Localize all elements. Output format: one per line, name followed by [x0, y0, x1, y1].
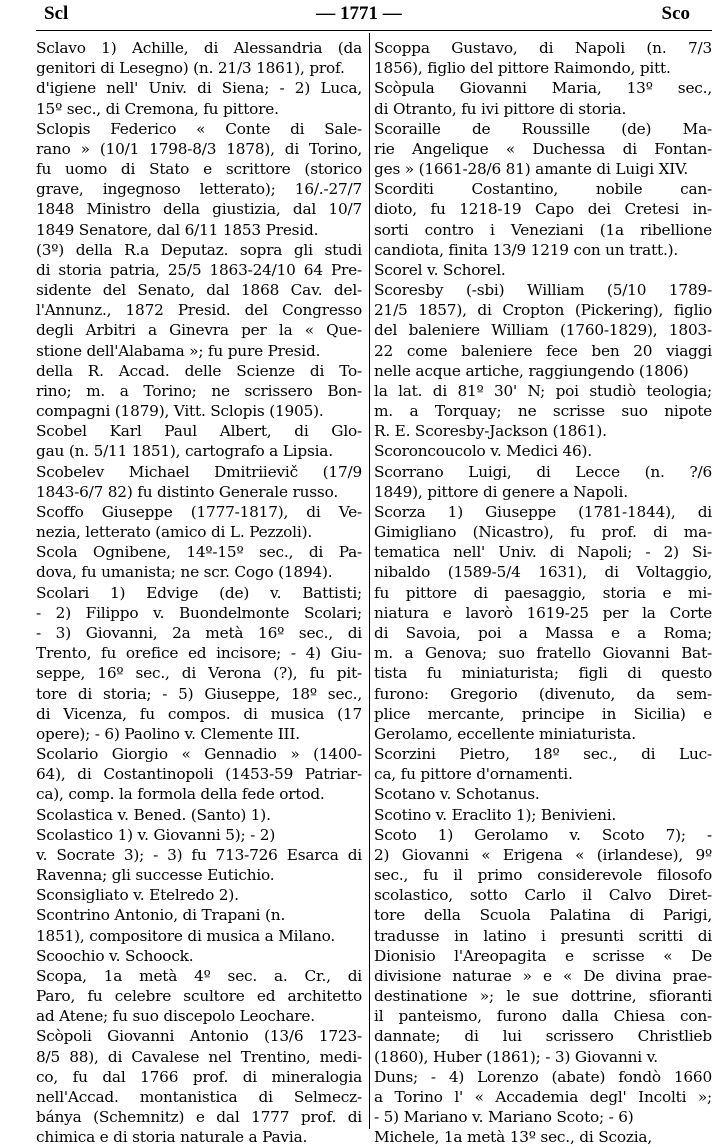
- text-line: Gerolamo, eccellente miniaturista.: [374, 724, 636, 743]
- page-header: [0, 0, 718, 28]
- text-line: a Torino l' « Accademia degl' Incolti »;: [374, 1087, 712, 1106]
- text-line: plice mercante, principe in Sicilia) e: [374, 704, 712, 723]
- text-line: Scoffo Giuseppe (1777-1817), di Ve-: [36, 502, 362, 521]
- text-line: rino; m. a Torino; ne scrissero Bon-: [36, 381, 362, 400]
- text-line: R. E. Scoresby-Jackson (1861).: [374, 422, 607, 441]
- text-line: m. a Torquay; ne scrisse suo nipote: [374, 402, 712, 421]
- text-line: 8/5 88), di Cavalese nel Trentino, medi-: [36, 1047, 362, 1066]
- text-line: Scotano v. Schotanus.: [374, 785, 540, 804]
- text-line: 1856), figlio del pittore Raimondo, pitt.: [374, 59, 671, 78]
- text-line: Sclavo 1) Achille, di Alessandria (da: [36, 39, 362, 57]
- text-line: tore della Scuola Palatina di Parigi,: [374, 906, 712, 925]
- text-line: 2) Giovanni « Erigena « (irlandese), 9º: [374, 845, 712, 864]
- text-line: seppe, 16º sec., di Verona (?), fu pit-: [36, 664, 362, 683]
- text-line: Scorditi Costantino, nobile can-: [374, 180, 712, 199]
- text-line: di Savoia, poi a Massa e a Roma;: [374, 623, 712, 642]
- text-line: tradusse in latino i presunti scritti di: [374, 926, 712, 945]
- text-line: sidente del Senato, dal 1868 Cav. del-: [36, 281, 362, 300]
- text-line: sec., fu il primo considerevole filosofo: [374, 866, 712, 885]
- text-line: Scotino v. Eraclito 1); Benivieni.: [374, 805, 617, 824]
- text-line: del baleniere William (1760-1829), 1803-: [374, 321, 712, 340]
- text-line: - 3) Giovanni, 2a metà 16º sec., di: [36, 623, 362, 642]
- text-line: Michele, 1a metà 13º sec., di Scozia,: [374, 1128, 653, 1147]
- text-line: dova, fu umanista; ne scr. Cogo (1894).: [36, 563, 333, 582]
- text-line: gau (n. 5/11 1851), cartografo a Lipsia.: [36, 442, 333, 461]
- text-line: candiota, finita 13/9 1219 con un tratt.).: [374, 240, 679, 259]
- header-left-keyword: Scl: [44, 3, 69, 24]
- left-column: [36, 38, 362, 1147]
- text-line: Scoto 1) Gerolamo v. Scoto 7); -: [374, 825, 712, 844]
- text-line: compagni (1879), Vitt. Sclopis (1905).: [36, 402, 324, 421]
- text-line: tista fu miniaturista; figli di questo: [374, 664, 712, 683]
- header-rule: [36, 30, 712, 31]
- text-line: Scola Ognibene, 14º-15º sec., di Pa-: [36, 543, 362, 562]
- text-line: Scorzini Pietro, 18º sec., di Luc-: [374, 745, 712, 764]
- text-line: 21/5 1857), di Cropton (Pickering), figlio: [374, 301, 712, 320]
- text-line: Scolario Giorgio « Gennadio » (1400-: [36, 745, 362, 764]
- text-line: degli Arbitri a Ginevra per la « Que-: [36, 321, 362, 340]
- text-line: ad Atene; fu suo discepolo Leochare.: [36, 1007, 315, 1026]
- text-line: Scorrano Luigi, di Lecce (n. ?/6: [374, 462, 712, 481]
- text-line: rie Angelique « Duchessa di Fontan-: [374, 139, 712, 158]
- text-line: furono: Gregorio (divenuto, da sem-: [374, 684, 712, 703]
- text-line: Duns; - 4) Lorenzo (abate) fondò 1660: [374, 1067, 712, 1086]
- text-line: (1860), Huber (1861); - 3) Giovanni v.: [374, 1047, 658, 1066]
- text-line: d'igiene nell' Univ. di Siena; - 2) Luca,: [36, 79, 362, 98]
- text-line: nell'Accad. montanistica di Selmecz-: [36, 1087, 362, 1106]
- text-line: rano » (10/1 1798-8/3 1878), di Torino,: [36, 139, 362, 158]
- text-line: Scoroncoucolo v. Medici 46).: [374, 442, 592, 461]
- text-line: 15º sec., di Cremona, fu pittore.: [36, 99, 279, 118]
- text-line: ca, fu pittore d'ornamenti.: [374, 765, 573, 784]
- text-line: Scorza 1) Giuseppe (1781-1844), di: [374, 502, 712, 521]
- text-line: - 2) Filippo v. Buondelmonte Scolari;: [36, 603, 362, 622]
- text-line: 1849), pittore di genere a Napoli.: [374, 482, 628, 501]
- text-line: Sclopis Federico « Conte di Sale-: [36, 119, 362, 138]
- text-line: fu uomo di Stato e scrittore (storico: [36, 160, 362, 179]
- text-line: Scòpula Giovanni Maria, 13º sec.,: [374, 79, 712, 98]
- text-line: Gimigliano (Nicastro), fu prof. di ma-: [374, 523, 712, 542]
- text-line: di Otranto, fu ivi pittore di storia.: [374, 99, 627, 118]
- text-line: bánya (Schemnitz) e dal 1777 prof. di: [36, 1108, 362, 1127]
- text-line: Scobelev Michael Dmitriievič (17/9: [36, 462, 362, 481]
- text-line: v. Socrate 3); - 3) fu 713-726 Esarca di: [36, 845, 362, 864]
- text-line: m. a Genova; suo fratello Giovanni Bat-: [374, 644, 712, 663]
- text-line: Scoresby (-sbi) William (5/10 1789-: [374, 281, 712, 300]
- text-line: opere); - 6) Paolino v. Clemente III.: [36, 724, 300, 743]
- text-line: tematica nell' Univ. di Napoli; - 2) Si-: [374, 543, 712, 562]
- text-line: ges » (1661-28/6 81) amante di Luigi XIV.: [374, 160, 688, 179]
- text-line: Sconsigliato v. Etelredo 2).: [36, 886, 239, 905]
- right-column: [374, 38, 712, 1147]
- text-line: della R. Accad. delle Scienze di To-: [36, 361, 362, 380]
- text-line: fu pittore di paesaggio, storia e mi-: [374, 583, 712, 602]
- text-line: nelle acque artiche, raggiungendo (1806): [374, 361, 689, 380]
- text-line: scolastico, sotto Carlo il Calvo Diret-: [374, 886, 712, 905]
- text-line: Scorel v. Schorel.: [374, 260, 506, 279]
- text-line: genitori di Lesegno) (n. 21/3 1861), prof.: [36, 59, 345, 78]
- text-line: 1849 Senatore, dal 6/11 1853 Presid.: [36, 220, 319, 239]
- text-line: 1851), compositore di musica a Milano.: [36, 926, 336, 945]
- text-line: grave, ingegnoso letterato); 16/.-27/7: [36, 180, 362, 199]
- text-line: Scobel Karl Paul Albert, di Glo-: [36, 422, 362, 441]
- text-line: 22 come baleniere fece ben 20 viaggi: [374, 341, 712, 360]
- text-line: Scòpoli Giovanni Antonio (13/6 1723-: [36, 1027, 362, 1046]
- text-line: (3º) della R.a Deputaz. sopra gli studi: [36, 240, 362, 259]
- text-line: Scolari 1) Edvige (de) v. Battisti;: [36, 583, 362, 602]
- column-divider: [369, 33, 370, 1129]
- text-line: 64), di Costantinopoli (1453-59 Patriar-: [36, 765, 362, 784]
- text-line: Scoppa Gustavo, di Napoli (n. 7/3: [374, 39, 712, 57]
- header-right-keyword: Sco: [661, 3, 690, 24]
- text-line: dannate; di lui scrissero Christlieb: [374, 1027, 712, 1046]
- text-line: ca), comp. la formola della fede ortod.: [36, 785, 325, 804]
- text-line: Dionisio l'Areopagita e scrisse « De: [374, 946, 712, 965]
- text-line: - 5) Mariano v. Mariano Scoto; - 6): [374, 1108, 634, 1127]
- text-line: nibaldo (1589-5/4 1631), di Voltaggio,: [374, 563, 712, 582]
- text-line: 1843-6/7 82) fu distinto Generale russo.: [36, 482, 338, 501]
- text-line: Scontrino Antonio, di Trapani (n.: [36, 906, 286, 925]
- text-line: Trento, fu orefice ed incisore; - 4) Giu-: [36, 644, 362, 663]
- page-number: — 1771 —: [316, 3, 402, 24]
- text-line: divisione naturae » e « De divina prae-: [374, 966, 712, 985]
- text-line: Ravenna; gli successe Eutichio.: [36, 866, 275, 885]
- text-line: tore di storia; - 5) Giuseppe, 18º sec.,: [36, 684, 362, 703]
- text-line: l'Annunz., 1872 Presid. del Congresso: [36, 301, 362, 320]
- text-line: stione dell'Alabama »; fu pure Presid.: [36, 341, 321, 360]
- text-line: co, fu dal 1766 prof. di mineralogia: [36, 1067, 362, 1086]
- text-line: chimica e di storia naturale a Pavia.: [36, 1128, 308, 1147]
- text-line: sorti contro i Veneziani (1a ribellione: [374, 220, 712, 239]
- text-line: Scoochio v. Schoock.: [36, 946, 194, 965]
- text-line: Scolastico 1) v. Giovanni 5); - 2): [36, 825, 276, 844]
- text-line: il panteismo, furono dalla Chiesa con-: [374, 1007, 712, 1026]
- text-line: destinatione »; le sue dottrine, sfioranti: [374, 987, 712, 1006]
- text-line: la lat. di 81º 30' N; poi studiò teologia;: [374, 381, 712, 400]
- text-line: Paro, fu celebre scultore ed architetto: [36, 987, 362, 1006]
- text-line: Scopa, 1a metà 4º sec. a. Cr., di: [36, 966, 362, 985]
- text-line: niatura e lavorò 1619-25 per la Corte: [374, 603, 712, 622]
- text-line: 1848 Ministro della giustizia, dal 10/7: [36, 200, 362, 219]
- text-line: nezia, letterato (amico di L. Pezzoli).: [36, 523, 312, 542]
- text-line: dioto, fu 1218-19 Capo dei Cretesi in-: [374, 200, 712, 219]
- text-line: Scolastica v. Bened. (Santo) 1).: [36, 805, 271, 824]
- text-line: Scoraille de Roussille (de) Ma-: [374, 119, 712, 138]
- text-line: di storia patria, 25/5 1863-24/10 64 Pre-: [36, 260, 362, 279]
- text-line: di Vicenza, fu compos. di musica (17: [36, 704, 362, 723]
